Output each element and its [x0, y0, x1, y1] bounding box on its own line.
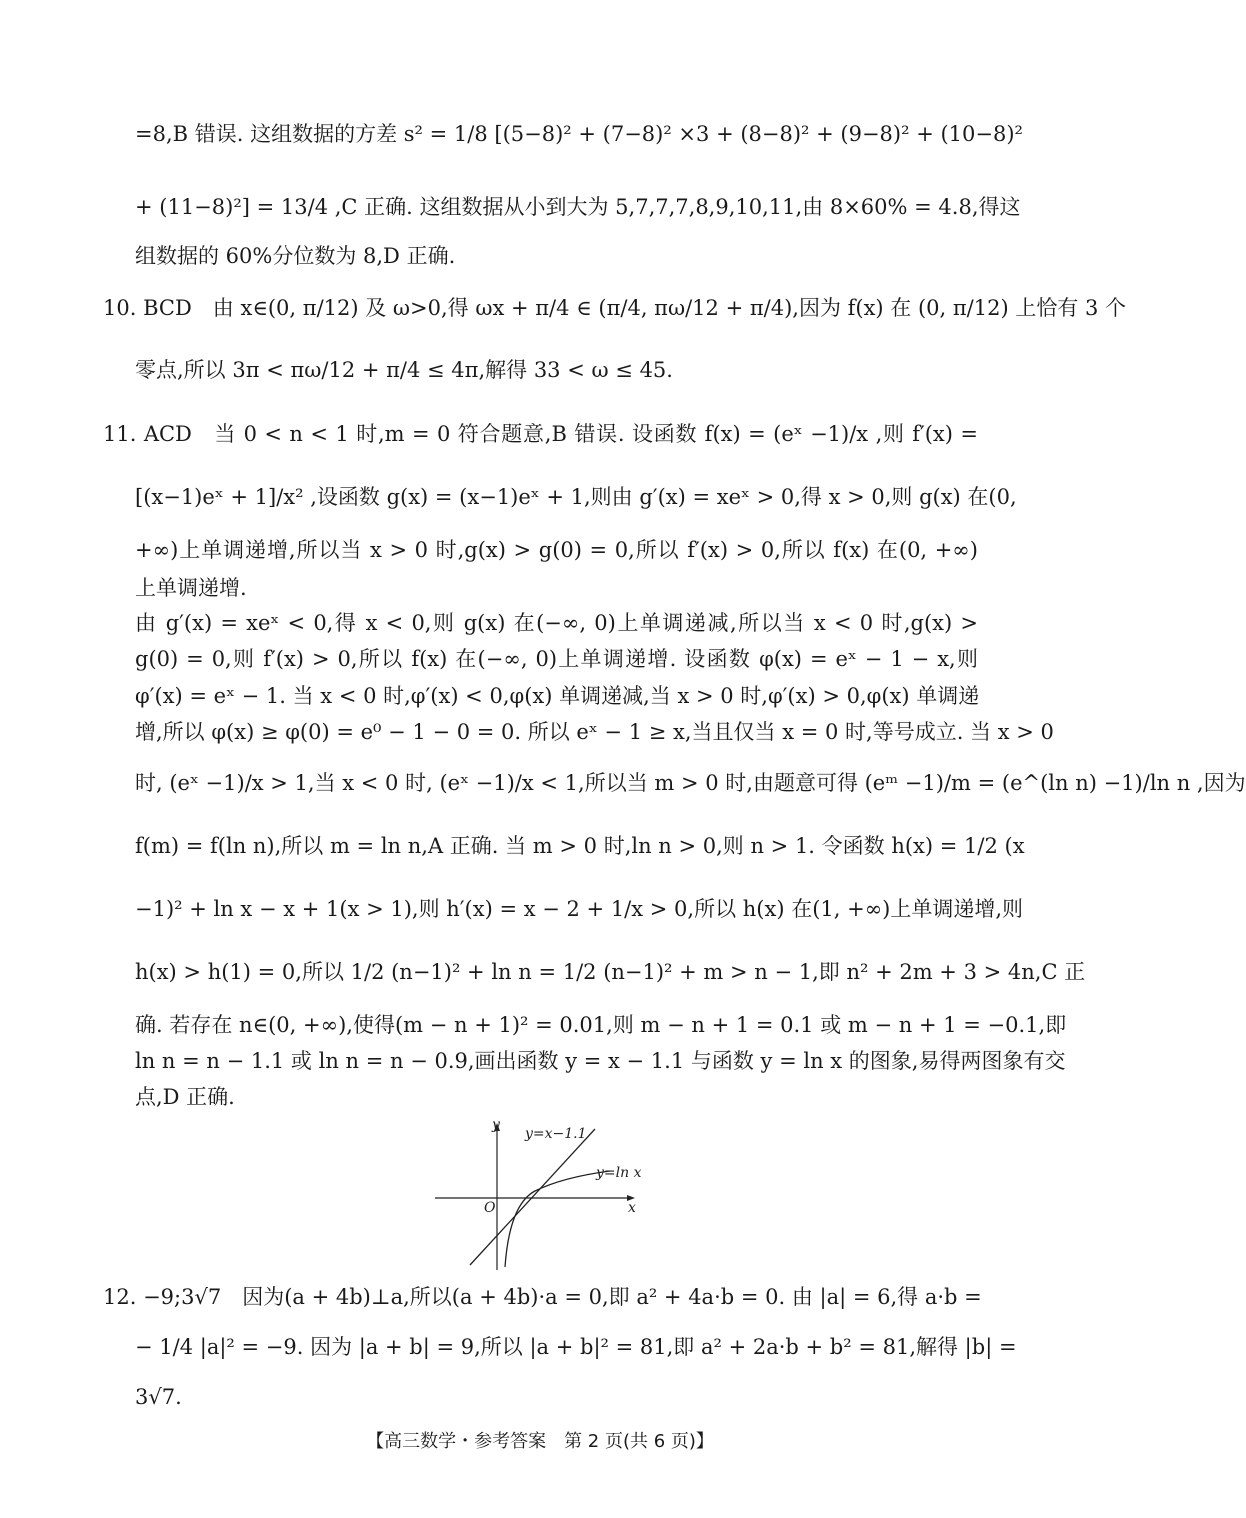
y-axis-label: y: [492, 1117, 500, 1133]
text-line: 零点,所以 3π < πω/12 + π/4 ≤ 4π,解得 33 < ω ≤ 45.: [135, 358, 673, 382]
text-line: φ′(x) = eˣ − 1. 当 x < 0 时,φ′(x) < 0,φ(x) 单调递减,当 x > 0 时,φ′(x) > 0,φ(x) 单调递: [135, 684, 980, 708]
text-line: −1)² + ln x − x + 1(x > 1),则 h′(x) = x − 2 + 1/x > 0,所以 h(x) 在(1, +∞)上单调递增,则: [135, 897, 1024, 921]
text-line: f(m) = f(ln n),所以 m = ln n,A 正确. 当 m > 0 时,ln n > 0,则 n > 1. 令函数 h(x) = 1/2 (x: [135, 834, 1025, 858]
line-curve: [470, 1129, 595, 1265]
text-line: 3√7.: [135, 1385, 182, 1409]
text-line: =8,B 错误. 这组数据的方差 s² = 1/8 [(5−8)² + (7−8)² ×3 + (8−8)² + (9−8)² + (10−8)²: [135, 122, 1023, 146]
text-line: ln n = n − 1.1 或 ln n = n − 0.9,画出函数 y = x − 1.1 与函数 y = ln x 的图象,易得两图象有交: [135, 1049, 1066, 1073]
page-footer: 【高三数学・参考答案 第 2 页(共 6 页)】: [366, 1431, 714, 1452]
text-line: 11. ACD 当 0 < n < 1 时,m = 0 符合题意,B 错误. 设函数 f(x) = (eˣ −1)/x ,则 f′(x) =: [103, 422, 978, 446]
text-line: + (11−8)²] = 13/4 ,C 正确. 这组数据从小到大为 5,7,7,7,8,9,10,11,由 8×60% = 4.8,得这: [135, 195, 1021, 219]
x-axis-label: x: [628, 1200, 636, 1216]
text-line: 增,所以 φ(x) ≥ φ(0) = e⁰ − 1 − 0 = 0. 所以 eˣ − 1 ≥ x,当且仅当 x = 0 时,等号成立. 当 x > 0: [135, 720, 1054, 744]
text-line: − 1/4 |a|² = −9. 因为 |a + b| = 9,所以 |a + b|² = 81,即 a² + 2a·b + b² = 81,解得 |b| =: [135, 1335, 1017, 1359]
text-line: +∞)上单调递增,所以当 x > 0 时,g(x) > g(0) = 0,所以 f′(x) > 0,所以 f(x) 在(0, +∞): [135, 538, 978, 562]
text-line: 时, (eˣ −1)/x > 1,当 x < 0 时, (eˣ −1)/x < 1,所以当 m > 0 时,由题意可得 (eᵐ −1)/m = (e^(ln n) −1)/ln n ,因为: [135, 771, 1246, 795]
text-line: 点,D 正确.: [135, 1085, 235, 1109]
text-line: h(x) > h(1) = 0,所以 1/2 (n−1)² + ln n = 1/2 (n−1)² + m > n − 1,即 n² + 2m + 3 > 4n,C 正: [135, 960, 1086, 984]
log-curve: [505, 1171, 610, 1267]
text-line: 确. 若存在 n∈(0, +∞),使得(m − n + 1)² = 0.01,则 m − n + 1 = 0.1 或 m − n + 1 = −0.1,即: [135, 1013, 1067, 1037]
log-label: y=ln x: [596, 1165, 642, 1181]
text-line: 由 g′(x) = xeˣ < 0,得 x < 0,则 g(x) 在(−∞, 0)上单调递减,所以当 x < 0 时,g(x) >: [135, 611, 978, 635]
text-line: 组数据的 60%分位数为 8,D 正确.: [135, 244, 456, 268]
text-line: 12. −9;3√7 因为(a + 4b)⊥a,所以(a + 4b)·a = 0,即 a² + 4a·b = 0. 由 |a| = 6,得 a·b =: [103, 1285, 982, 1309]
text-line: 上单调递增.: [135, 576, 247, 600]
text-line: 10. BCD 由 x∈(0, π/12) 及 ω>0,得 ωx + π/4 ∈ (π/4, πω/12 + π/4),因为 f(x) 在 (0, π/12) 上恰有 3 个: [103, 296, 1127, 320]
text-line: [(x−1)eˣ + 1]/x² ,设函数 g(x) = (x−1)eˣ + 1,则由 g′(x) = xeˣ > 0,得 x > 0,则 g(x) 在(0,: [135, 485, 1017, 509]
text-line: g(0) = 0,则 f′(x) > 0,所以 f(x) 在(−∞, 0)上单调递增. 设函数 φ(x) = eˣ − 1 − x,则: [135, 647, 978, 671]
line-label: y=x−1.1: [525, 1126, 587, 1142]
origin-label: O: [484, 1200, 496, 1216]
function-graph-figure: [430, 1115, 650, 1275]
